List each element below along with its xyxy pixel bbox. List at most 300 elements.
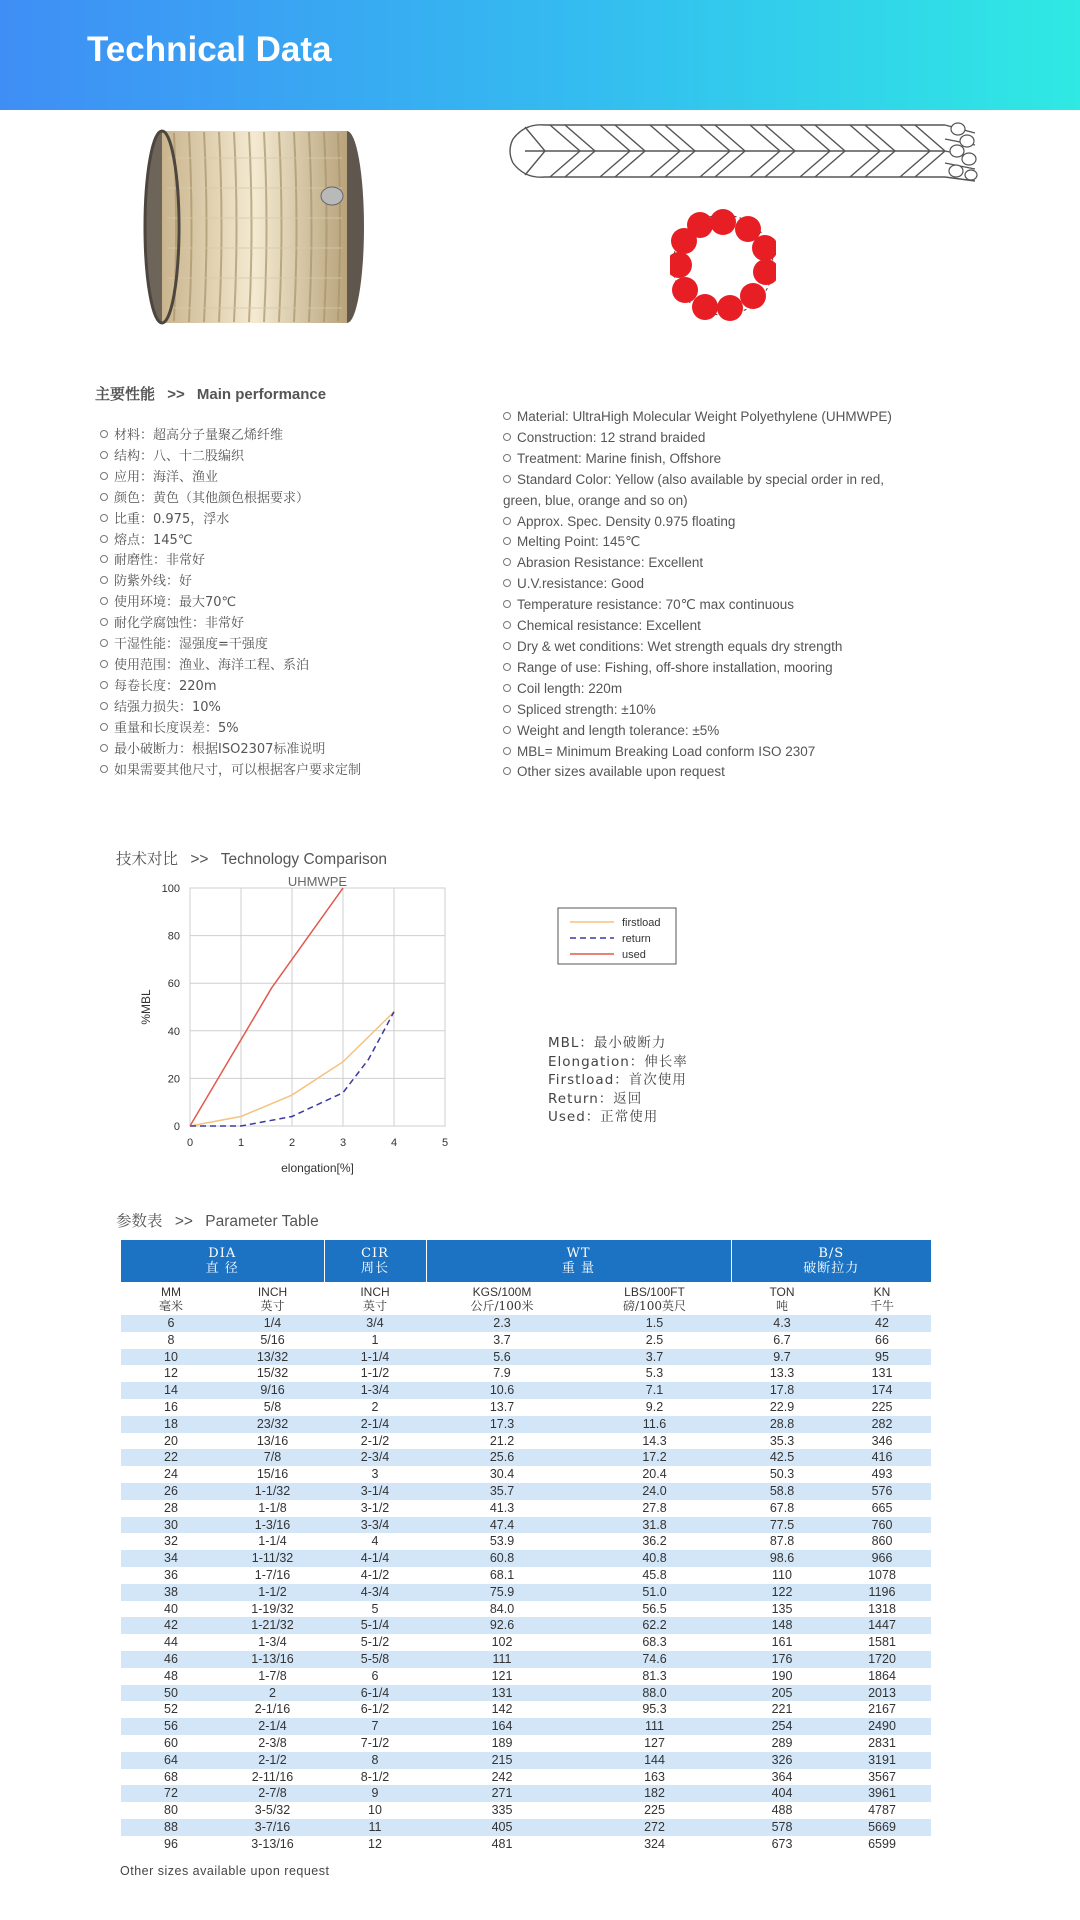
list-item: Spliced strength: ±10% (503, 700, 913, 721)
table-cell: 72 (121, 1785, 221, 1802)
table-cell: 127 (578, 1735, 731, 1752)
table-cell: 9.7 (731, 1349, 833, 1366)
chart-title: UHMWPE (287, 874, 348, 889)
table-cell: 16 (121, 1399, 221, 1416)
table-cell: 95 (833, 1349, 931, 1366)
y-tick-label: 60 (167, 978, 180, 991)
table-row (121, 1601, 931, 1618)
table-cell: 48 (121, 1668, 221, 1685)
table-cell: 966 (833, 1550, 931, 1567)
table-cell: 17.8 (731, 1382, 833, 1399)
page-title: Technical Data (87, 30, 332, 69)
table-cell: 6-1/2 (324, 1701, 426, 1718)
table-cell: 190 (731, 1668, 833, 1685)
table-cell: 2-1/16 (221, 1701, 324, 1718)
table-cell: 15/32 (221, 1365, 324, 1382)
table-cell: 56.5 (578, 1601, 731, 1618)
table-row (121, 1550, 931, 1567)
table-cell: 46 (121, 1651, 221, 1668)
list-item: Approx. Spec. Density 0.975 floating (503, 512, 913, 533)
x-tick-label: 1 (237, 1137, 245, 1149)
table-cell: 405 (426, 1819, 578, 1836)
list-item: Material: UltraHigh Molecular Weight Polyethylene (UHMWPE) (503, 407, 913, 428)
table-cell: 68 (121, 1769, 221, 1786)
table-row (121, 1483, 931, 1500)
table-cell: 17.3 (426, 1416, 578, 1433)
y-tick-label: 20 (167, 1073, 180, 1086)
table-cell: 7-1/2 (324, 1735, 426, 1752)
list-item: 熔点：145℃ (100, 531, 361, 552)
table-cell: 5-1/4 (324, 1617, 426, 1634)
y-tick-label: 80 (167, 930, 180, 943)
table-cell: 14.3 (578, 1433, 731, 1450)
table-row (121, 1584, 931, 1601)
y-tick-label: 0 (173, 1121, 180, 1133)
list-item: 每卷长度：220m (100, 677, 361, 698)
table-cell: 3-1/4 (324, 1483, 426, 1500)
table-cell: 2 (324, 1399, 426, 1416)
main-performance-en-list (503, 407, 913, 783)
table-cell: 64 (121, 1752, 221, 1769)
table-cell: 38 (121, 1584, 221, 1601)
column-header: KN 千牛 (869, 1285, 894, 1313)
table-cell: 68.1 (426, 1567, 578, 1584)
table-cell: 102 (426, 1634, 578, 1651)
table-cell: 860 (833, 1533, 931, 1550)
table-cell: 1-1/4 (324, 1349, 426, 1366)
table-cell: 163 (578, 1769, 731, 1786)
table-cell: 1720 (833, 1651, 931, 1668)
table-cell: 30.4 (426, 1466, 578, 1483)
table-footnote: Other sizes available upon request (120, 1864, 330, 1878)
table-cell: 8 (324, 1752, 426, 1769)
table-cell: 576 (833, 1483, 931, 1500)
table-cell: 6599 (833, 1836, 931, 1853)
table-cell: 3 (324, 1466, 426, 1483)
note-elongation: Elongation：伸长率 (548, 1053, 688, 1070)
table-cell: 67.8 (731, 1500, 833, 1517)
table-cell: 4.3 (731, 1315, 833, 1332)
table-row (121, 1785, 931, 1802)
tech-comparison-title: 技术对比 >> Technology Comparison (116, 850, 388, 868)
table-cell: 2013 (833, 1685, 931, 1702)
table-cell: 182 (578, 1785, 731, 1802)
table-cell: 22 (121, 1449, 221, 1466)
table-cell: 5.3 (578, 1365, 731, 1382)
table-cell: 24.0 (578, 1483, 731, 1500)
table-cell: 1-3/4 (221, 1634, 324, 1651)
table-row (121, 1533, 931, 1550)
table-cell: 9 (324, 1785, 426, 1802)
table-cell: 35.3 (731, 1433, 833, 1450)
list-item: 干湿性能：湿强度=干强度 (100, 635, 361, 656)
group-header-bs: B/S 破断拉力 (731, 1240, 931, 1282)
table-cell: 15/16 (221, 1466, 324, 1483)
table-cell: 26 (121, 1483, 221, 1500)
list-item: Melting Point: 145℃ (503, 532, 913, 553)
table-row (121, 1617, 931, 1634)
table-row (121, 1517, 931, 1534)
table-cell: 60 (121, 1735, 221, 1752)
table-cell: 22.9 (731, 1399, 833, 1416)
table-cell: 2-11/16 (221, 1769, 324, 1786)
table-cell: 493 (833, 1466, 931, 1483)
table-cell: 41.3 (426, 1500, 578, 1517)
table-row (121, 1466, 931, 1483)
table-row (121, 1433, 931, 1450)
table-cell: 324 (578, 1836, 731, 1853)
table-cell: 4 (324, 1533, 426, 1550)
table-row (121, 1567, 931, 1584)
table-cell: 52 (121, 1701, 221, 1718)
table-cell: 2.3 (426, 1315, 578, 1332)
table-cell: 28.8 (731, 1416, 833, 1433)
x-tick-label: 3 (339, 1137, 347, 1149)
column-header: TON 吨 (769, 1285, 795, 1313)
table-cell: 42.5 (731, 1449, 833, 1466)
table-cell: 5/8 (221, 1399, 324, 1416)
table-cell: 6 (324, 1668, 426, 1685)
table-cell: 20.4 (578, 1466, 731, 1483)
table-cell: 3567 (833, 1769, 931, 1786)
table-cell: 225 (833, 1399, 931, 1416)
table-cell: 3.7 (426, 1332, 578, 1349)
table-cell: 5.6 (426, 1349, 578, 1366)
list-item: 比重：0.975，浮水 (100, 510, 361, 531)
legend-label-firstload: firstload (622, 917, 661, 929)
list-item: 重量和长度误差：5% (100, 719, 361, 740)
table-cell: 4-1/2 (324, 1567, 426, 1584)
table-cell: 416 (833, 1449, 931, 1466)
table-cell: 1-1/8 (221, 1500, 324, 1517)
table-cell: 1-3/4 (324, 1382, 426, 1399)
table-cell: 4-1/4 (324, 1550, 426, 1567)
table-cell: 254 (731, 1718, 833, 1735)
table-row (121, 1634, 931, 1651)
table-row (121, 1500, 931, 1517)
table-cell: 1-13/16 (221, 1651, 324, 1668)
table-row (121, 1668, 931, 1685)
table-cell: 1-11/32 (221, 1550, 324, 1567)
table-cell: 53.9 (426, 1533, 578, 1550)
table-cell: 3191 (833, 1752, 931, 1769)
table-cell: 221 (731, 1701, 833, 1718)
note-firstload: Firstload：首次使用 (548, 1072, 687, 1088)
table-cell: 1-1/2 (221, 1584, 324, 1601)
table-cell: 9.2 (578, 1399, 731, 1416)
table-row (121, 1449, 931, 1466)
table-cell: 326 (731, 1752, 833, 1769)
table-cell: 45.8 (578, 1567, 731, 1584)
table-cell: 3-7/16 (221, 1819, 324, 1836)
table-cell: 10 (324, 1802, 426, 1819)
list-item: 使用环境：最大70℃ (100, 593, 361, 614)
table-cell: 40 (121, 1601, 221, 1618)
column-header: MM 毫米 (158, 1285, 183, 1313)
table-cell: 12 (121, 1365, 221, 1382)
table-cell: 98.6 (731, 1550, 833, 1567)
table-cell: 1-19/32 (221, 1601, 324, 1618)
table-cell: 1/4 (221, 1315, 324, 1332)
note-return: Return：返回 (548, 1090, 643, 1107)
column-header: KGS/100M 公斤/100米 (470, 1285, 534, 1313)
table-cell: 131 (426, 1685, 578, 1702)
table-cell: 25.6 (426, 1449, 578, 1466)
table-cell: 84.0 (426, 1601, 578, 1618)
table-cell: 14 (121, 1382, 221, 1399)
note-used: Used：正常使用 (548, 1109, 659, 1125)
table-cell: 44 (121, 1634, 221, 1651)
table-cell: 111 (578, 1718, 731, 1735)
list-item: 最小破断力：根据ISO2307标准说明 (100, 740, 361, 761)
list-item: 防紫外线：好 (100, 572, 361, 593)
table-cell: 13.7 (426, 1399, 578, 1416)
parameter-table-title: 参数表 >> Parameter Table (116, 1212, 319, 1230)
table-cell: 10.6 (426, 1382, 578, 1399)
table-cell: 1-7/8 (221, 1668, 324, 1685)
x-axis-label: elongation[%] (281, 1161, 354, 1175)
table-cell: 87.8 (731, 1533, 833, 1550)
group-header-dia: DIA 直 径 (121, 1240, 324, 1282)
table-cell: 32 (121, 1533, 221, 1550)
list-item: Abrasion Resistance: Excellent (503, 553, 913, 574)
table-cell: 161 (731, 1634, 833, 1651)
table-cell: 7.1 (578, 1382, 731, 1399)
table-cell: 673 (731, 1836, 833, 1853)
table-cell: 68.3 (578, 1634, 731, 1651)
table-cell: 2-1/4 (324, 1416, 426, 1433)
table-cell: 1-7/16 (221, 1567, 324, 1584)
table-cell: 1-3/16 (221, 1517, 324, 1534)
list-item: Weight and length tolerance: ±5% (503, 721, 913, 742)
main-performance-cn-list (100, 426, 361, 781)
table-cell: 58.8 (731, 1483, 833, 1500)
table-cell: 74.6 (578, 1651, 731, 1668)
group-header-wt: WT 重 量 (426, 1240, 731, 1282)
table-cell: 111 (426, 1651, 578, 1668)
table-cell: 10 (121, 1349, 221, 1366)
table-cell: 3.7 (578, 1349, 731, 1366)
table-row (121, 1416, 931, 1433)
table-cell: 92.6 (426, 1617, 578, 1634)
list-item: Temperature resistance: 70℃ max continuous (503, 595, 913, 616)
table-cell: 20 (121, 1433, 221, 1450)
table-cell: 13.3 (731, 1365, 833, 1382)
table-cell: 8-1/2 (324, 1769, 426, 1786)
table-cell: 11.6 (578, 1416, 731, 1433)
table-cell: 11 (324, 1819, 426, 1836)
table-cell: 36.2 (578, 1533, 731, 1550)
list-item: Other sizes available upon request (503, 762, 913, 783)
column-header: LBS/100FT 磅/100英尺 (623, 1285, 686, 1313)
parameter-table (121, 1240, 931, 1853)
table-cell: 3-3/4 (324, 1517, 426, 1534)
table-cell: 2-1/2 (221, 1752, 324, 1769)
table-cell: 242 (426, 1769, 578, 1786)
column-header: INCH 英寸 (257, 1285, 288, 1313)
parameter-table-body (121, 1315, 931, 1853)
table-cell: 2 (221, 1685, 324, 1702)
table-row (121, 1752, 931, 1769)
table-cell: 88.0 (578, 1685, 731, 1702)
list-item: Construction: 12 strand braided (503, 428, 913, 449)
table-cell: 189 (426, 1735, 578, 1752)
table-cell: 51.0 (578, 1584, 731, 1601)
table-cell: 40.8 (578, 1550, 731, 1567)
table-cell: 2167 (833, 1701, 931, 1718)
table-cell: 77.5 (731, 1517, 833, 1534)
table-cell: 1-1/4 (221, 1533, 324, 1550)
list-item: 应用：海洋、渔业 (100, 468, 361, 489)
table-cell: 215 (426, 1752, 578, 1769)
header-banner (0, 0, 1080, 110)
table-cell: 3/4 (324, 1315, 426, 1332)
rope-spool-image (142, 118, 367, 336)
table-cell: 3-1/2 (324, 1500, 426, 1517)
list-item: U.V.resistance: Good (503, 574, 913, 595)
table-cell: 27.8 (578, 1500, 731, 1517)
table-cell: 3-5/32 (221, 1802, 324, 1819)
table-cell: 28 (121, 1500, 221, 1517)
table-cell: 50.3 (731, 1466, 833, 1483)
table-cell: 1-1/32 (221, 1483, 324, 1500)
list-item: 颜色：黄色（其他颜色根据要求） (100, 489, 361, 510)
list-item: 如果需要其他尺寸，可以根据客户要求定制 (100, 761, 361, 782)
list-item: 材料：超高分子量聚乙烯纤维 (100, 426, 361, 447)
table-group-header-row (121, 1240, 931, 1282)
table-cell: 1864 (833, 1668, 931, 1685)
table-cell: 122 (731, 1584, 833, 1601)
table-cell: 289 (731, 1735, 833, 1752)
table-cell: 6.7 (731, 1332, 833, 1349)
table-row (121, 1382, 931, 1399)
table-cell: 17.2 (578, 1449, 731, 1466)
table-cell: 7.9 (426, 1365, 578, 1382)
table-cell: 1.5 (578, 1315, 731, 1332)
table-cell: 4787 (833, 1802, 931, 1819)
table-cell: 6 (121, 1315, 221, 1332)
list-item: Chemical resistance: Excellent (503, 616, 913, 637)
legend-label-used: used (622, 949, 646, 961)
table-cell: 121 (426, 1668, 578, 1685)
table-cell: 1581 (833, 1634, 931, 1651)
list-item: 结构：八、十二股编织 (100, 447, 361, 468)
group-header-cir: CIR 周长 (324, 1240, 426, 1282)
table-cell: 13/32 (221, 1349, 324, 1366)
table-cell: 42 (121, 1617, 221, 1634)
table-cell: 1-1/2 (324, 1365, 426, 1382)
table-cell: 176 (731, 1651, 833, 1668)
table-cell: 18 (121, 1416, 221, 1433)
table-cell: 3961 (833, 1785, 931, 1802)
table-cell: 164 (426, 1718, 578, 1735)
table-cell: 404 (731, 1785, 833, 1802)
table-cell: 488 (731, 1802, 833, 1819)
table-cell: 47.4 (426, 1517, 578, 1534)
list-item: 耐磨性：非常好 (100, 551, 361, 572)
table-cell: 272 (578, 1819, 731, 1836)
table-cell: 2-1/2 (324, 1433, 426, 1450)
table-row (121, 1701, 931, 1718)
table-cell: 81.3 (578, 1668, 731, 1685)
table-row (121, 1836, 931, 1853)
table-row (121, 1315, 931, 1332)
table-cell: 5 (324, 1601, 426, 1618)
table-cell: 481 (426, 1836, 578, 1853)
table-row (121, 1769, 931, 1786)
table-cell: 2-7/8 (221, 1785, 324, 1802)
table-cell: 174 (833, 1382, 931, 1399)
chart-notes (548, 1034, 688, 1127)
table-cell: 5669 (833, 1819, 931, 1836)
y-axis-label: %MBL (139, 989, 153, 1025)
note-mbl: MBL：最小破断力 (548, 1035, 667, 1051)
table-cell: 4-3/4 (324, 1584, 426, 1601)
table-cell: 30 (121, 1517, 221, 1534)
list-item: 耐化学腐蚀性：非常好 (100, 614, 361, 635)
table-row (121, 1802, 931, 1819)
table-cell: 2-3/4 (324, 1449, 426, 1466)
table-cell: 34 (121, 1550, 221, 1567)
table-cell: 66 (833, 1332, 931, 1349)
elongation-chart (130, 868, 690, 1188)
table-cell: 205 (731, 1685, 833, 1702)
x-tick-label: 0 (186, 1137, 194, 1149)
table-cell: 282 (833, 1416, 931, 1433)
braid-structure-diagram (505, 115, 980, 187)
table-cell: 578 (731, 1819, 833, 1836)
table-cell: 2-3/8 (221, 1735, 324, 1752)
table-cell: 110 (731, 1567, 833, 1584)
table-cell: 12 (324, 1836, 426, 1853)
list-item: Coil length: 220m (503, 679, 913, 700)
table-cell: 1447 (833, 1617, 931, 1634)
table-cell: 24 (121, 1466, 221, 1483)
table-cell: 3-13/16 (221, 1836, 324, 1853)
table-cell: 364 (731, 1769, 833, 1786)
table-row (121, 1399, 931, 1416)
table-cell: 31.8 (578, 1517, 731, 1534)
y-tick-label: 100 (161, 883, 180, 895)
table-cell: 36 (121, 1567, 221, 1584)
table-cell: 1 (324, 1332, 426, 1349)
list-item: MBL= Minimum Breaking Load conform ISO 2307 (503, 742, 913, 763)
table-cell: 1-21/32 (221, 1617, 324, 1634)
table-cell: 2490 (833, 1718, 931, 1735)
cross-section-diagram (670, 208, 776, 322)
main-performance-title: 主要性能 >> Main performance (95, 385, 327, 403)
table-cell: 1196 (833, 1584, 931, 1601)
table-cell: 148 (731, 1617, 833, 1634)
table-cell: 1318 (833, 1601, 931, 1618)
table-sub-header-row (121, 1282, 931, 1315)
table-cell: 9/16 (221, 1382, 324, 1399)
table-row (121, 1651, 931, 1668)
legend-label-return: return (622, 933, 651, 945)
table-cell: 2831 (833, 1735, 931, 1752)
table-cell: 5-1/2 (324, 1634, 426, 1651)
table-cell: 2.5 (578, 1332, 731, 1349)
table-cell: 96 (121, 1836, 221, 1853)
table-cell: 80 (121, 1802, 221, 1819)
table-cell: 62.2 (578, 1617, 731, 1634)
table-cell: 95.3 (578, 1701, 731, 1718)
table-cell: 2-1/4 (221, 1718, 324, 1735)
x-tick-label: 5 (441, 1137, 449, 1149)
table-cell: 5-5/8 (324, 1651, 426, 1668)
table-row (121, 1685, 931, 1702)
table-row (121, 1735, 931, 1752)
